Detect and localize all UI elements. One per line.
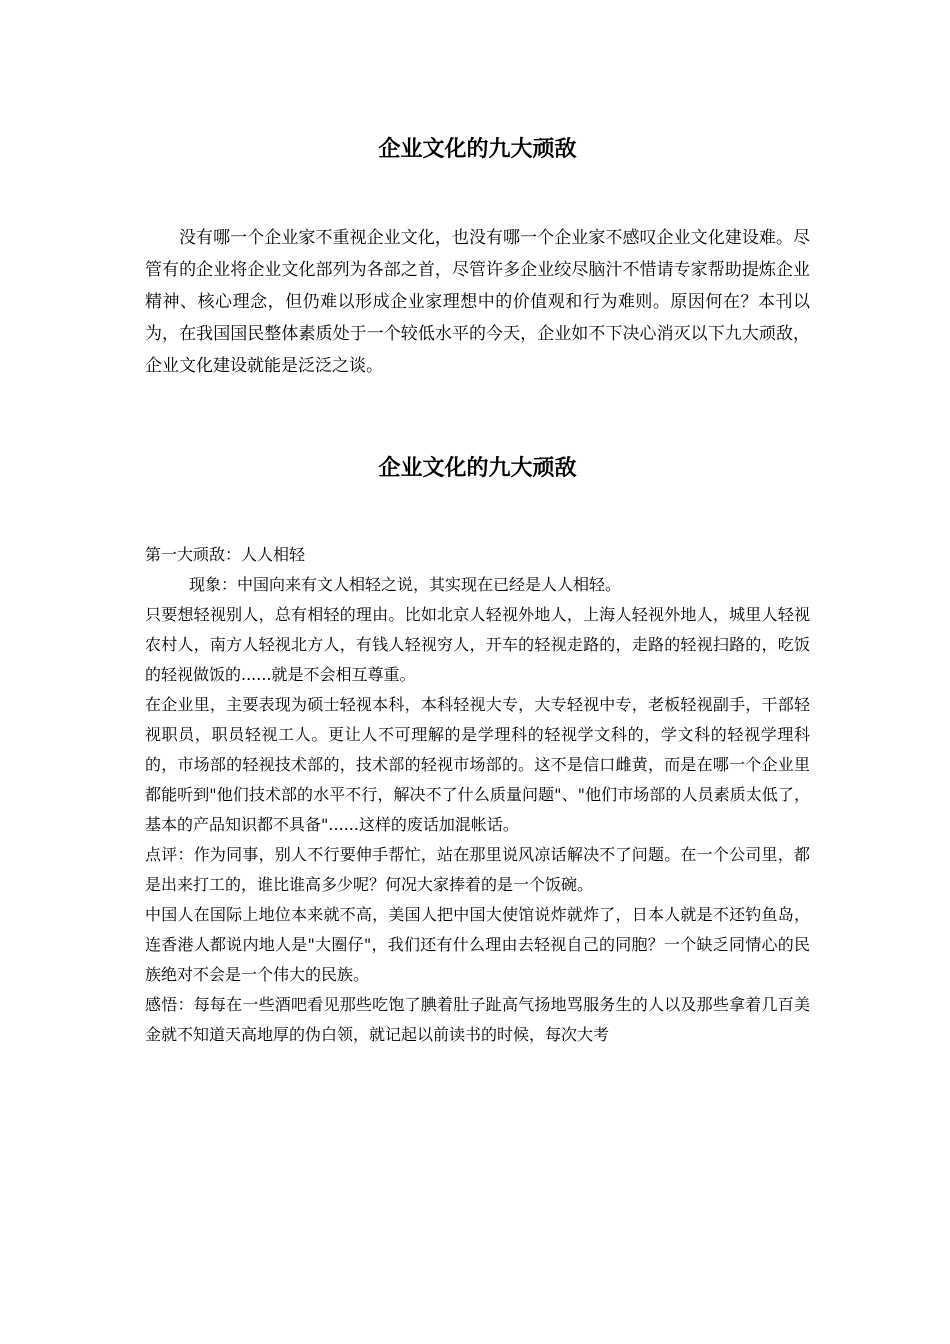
document-body bbox=[145, 540, 810, 1050]
body-paragraph: 点评：作为同事，别人不行要伸手帮忙，站在那里说风凉话解决不了问题。在一个公司里，都是出来打工的，谁比谁高多少呢？何况大家捧着的是一个饭碗。 bbox=[145, 845, 810, 894]
intro-paragraph: 没有哪一个企业家不重视企业文化，也没有哪一个企业家不感叹企业文化建设难。尽管有的企业将企业文化部列为各部之首，尽管许多企业绞尽脑汁不惜请专家帮助提炼企业精神、核心理念，但仍难以形成企业家理想中的价值观和行为难则。原因何在？本刊以为，在我国国民整体素质处于一个较低水平的今天，企业如不下决心消灭以下九大顽敌，企业文化建设就能是泛泛之谈。 bbox=[145, 228, 810, 376]
body-paragraph: 现象：中国向来有文人相轻之说，其实现在已经是人人相轻。 bbox=[189, 575, 622, 594]
document-title: 企业文化的九大顽敌 bbox=[378, 137, 577, 162]
body-paragraph: 中国人在国际上地位本来就不高，美国人把中国大使馆说炸就炸了，日本人就是不还钓鱼岛，连香港人都说内地人是"大圈仔"，我们还有什么理由去轻视自己的同胞？一个缺乏同情心的民族绝对不会是一个伟大的民族。 bbox=[145, 905, 810, 984]
section-heading: 第一大顽敌：人人相轻 bbox=[145, 545, 306, 564]
body-paragraph: 在企业里，主要表现为硕士轻视本科，本科轻视大专，大专轻视中专，老板轻视副手，干部轻视职员，职员轻视工人。更让人不可理解的是学理科的轻视学文科的，学文科的轻视学理科的，市场部的轻视技术部的，技术部的轻视市场部的。这不是信口雌黄，而是在哪一个企业里都能听到"他们技术部的水平不行，解决不了什么质量问题"、"他们市场部的人员素质太低了，基本的产品知识都不具备"......这样的废话加混帐话。 bbox=[145, 695, 810, 834]
body-paragraph: 感悟：每每在一些酒吧看见那些吃饱了腆着肚子趾高气扬地骂服务生的人以及那些拿着几百美金就不知道天高地厚的伪白领，就记起以前读书的时候，每次大考 bbox=[145, 995, 810, 1044]
body-paragraph: 只要想轻视别人，总有相轻的理由。比如北京人轻视外地人，上海人轻视外地人，城里人轻视农村人，南方人轻视北方人，有钱人轻视穷人，开车的轻视走路的，走路的轻视扫路的，吃饭的轻视做饭的......就是不会相互尊重。 bbox=[145, 605, 810, 684]
section-title: 企业文化的九大顽敌 bbox=[378, 456, 577, 481]
